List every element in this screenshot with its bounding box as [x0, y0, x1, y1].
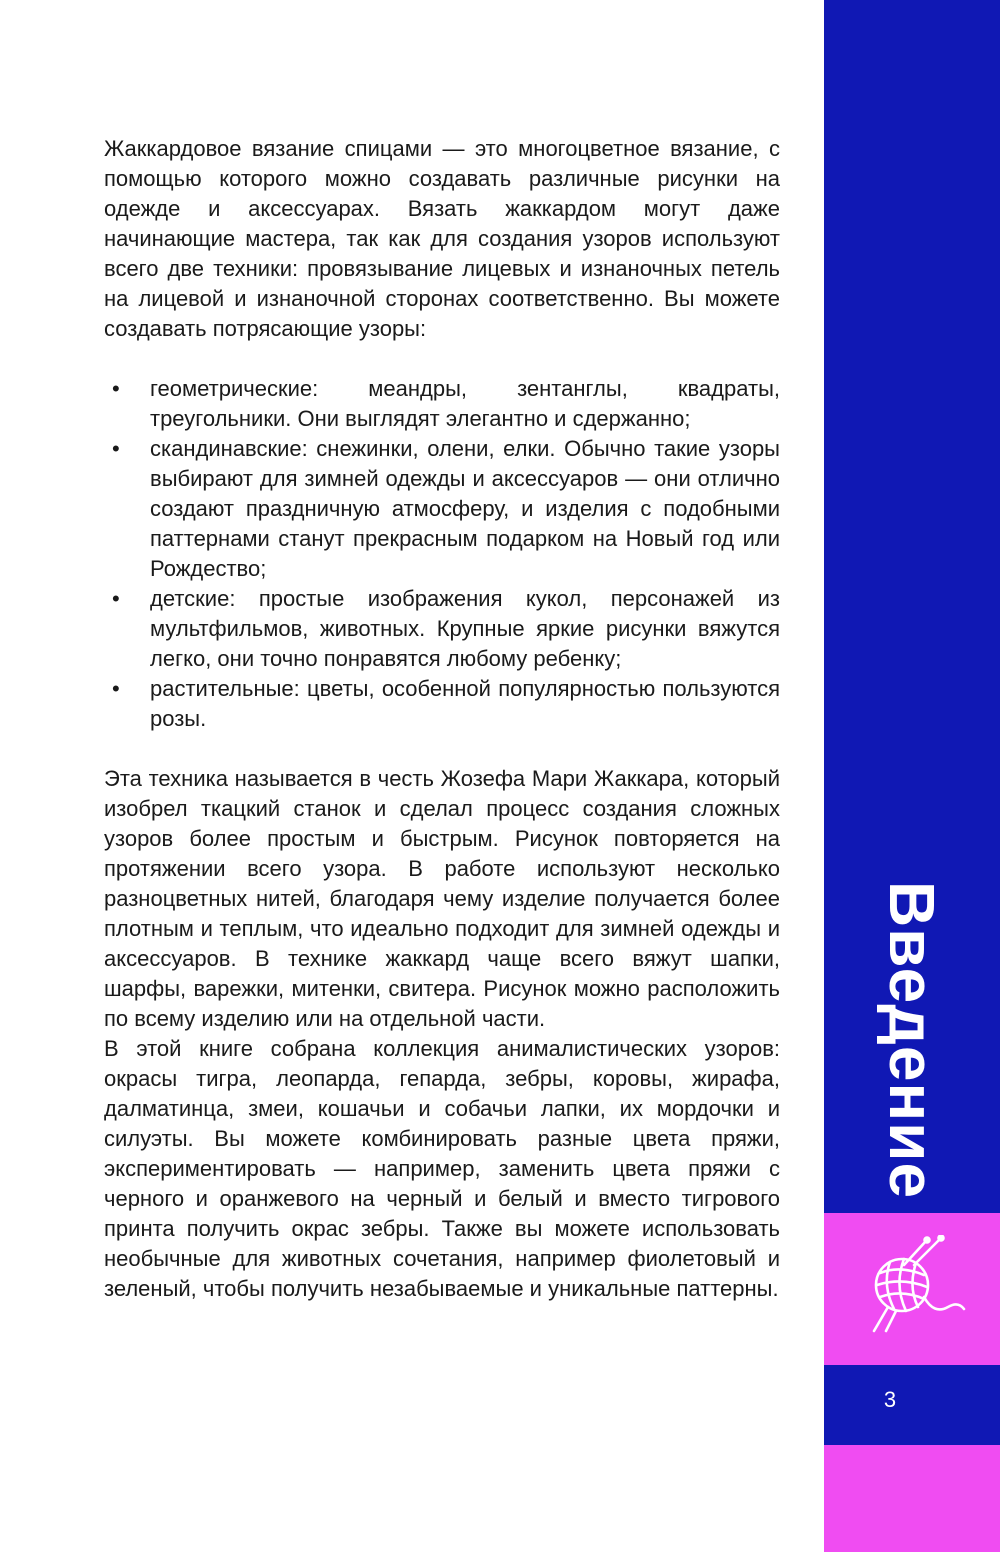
spacer — [104, 344, 780, 374]
section-title: Введение — [876, 880, 948, 1200]
bullet-marker: • — [112, 376, 120, 401]
collection-paragraph: В этой книге собрана коллекция анималистических узоров: окрасы тигра, леопарда, гепарда, зебры, коровы, жирафа, далматинца, змеи, кошачьи и собачьи лапки, их мордочки и силуэты. Вы можете комбинировать разные цвета пряжи, экспериментировать — например, заменить цвета пряжи с черного и оранжевого на черный и белый и вместо тигрового принта получить окрас зебры. Также вы можете использовать необычные для животных сочетания, например фиолетовый и зеленый, чтобы получить незабываемые и уникальные паттерны. — [104, 1036, 780, 1301]
page-number-panel — [824, 1365, 1000, 1445]
page-number: 3 — [883, 1387, 897, 1412]
yarn-ball-icon — [860, 1235, 968, 1343]
pattern-types-list — [104, 374, 780, 734]
list-item — [104, 374, 780, 434]
sidebar-pink-band — [824, 1445, 1000, 1552]
history-paragraph: Эта техника называется в честь Жозефа Мари Жаккара, который изобрел ткацкий станок и сделал процесс создания сложных узоров более простым и быстрым. Рисунок повторяется на протяжении всего узора. В работе используют несколько разноцветных нитей, благодаря чему изделие получается более плотным и теплым, что идеально подходит для зимней одежды и аксессуаров. В технике жаккард чаще всего вяжут шапки, шарфы, варежки, митенки, свитера. Рисунок можно расположить по всему изделию или на отдельной части. — [104, 766, 780, 1031]
list-item-text: растительные: цветы, особенной популярностью пользуются розы. — [150, 676, 780, 731]
bullet-marker: • — [112, 586, 120, 611]
intro-paragraph: Жаккардовое вязание спицами — это многоцветное вязание, с помощью которого можно создавать различные рисунки на одежде и аксессуарах. Вязать жаккардом могут даже начинающие мастера, так как для создания узоров используют всего две техники: провязывание лицевых и изнаночных петель на лицевой и изнаночной сторонах соответственно. Вы можете создавать потрясающие узоры: — [104, 136, 780, 341]
bullet-marker: • — [112, 676, 120, 701]
main-text — [104, 134, 780, 1304]
sidebar-icon-panel — [824, 1213, 1000, 1365]
list-item — [104, 584, 780, 674]
list-item — [104, 434, 780, 584]
list-item-text: скандинавские: снежинки, олени, елки. Обычно такие узоры выбирают для зимней одежды и аксессуаров — они отлично создают праздничную атмосферу, и изделия с подобными паттернами станут прекрасным подарком на Новый год или Рождество; — [150, 436, 780, 581]
list-item-text: детские: простые изображения кукол, персонажей из мультфильмов, животных. Крупные яркие рисунки вяжутся легко, они точно понравятся любому ребенку; — [150, 586, 780, 671]
bullet-marker: • — [112, 436, 120, 461]
spacer — [104, 734, 780, 764]
list-item-text: геометрические: меандры, зентанглы, квадраты, треугольники. Они выглядят элегантно и сдержанно; — [150, 376, 780, 431]
list-item — [104, 674, 780, 734]
